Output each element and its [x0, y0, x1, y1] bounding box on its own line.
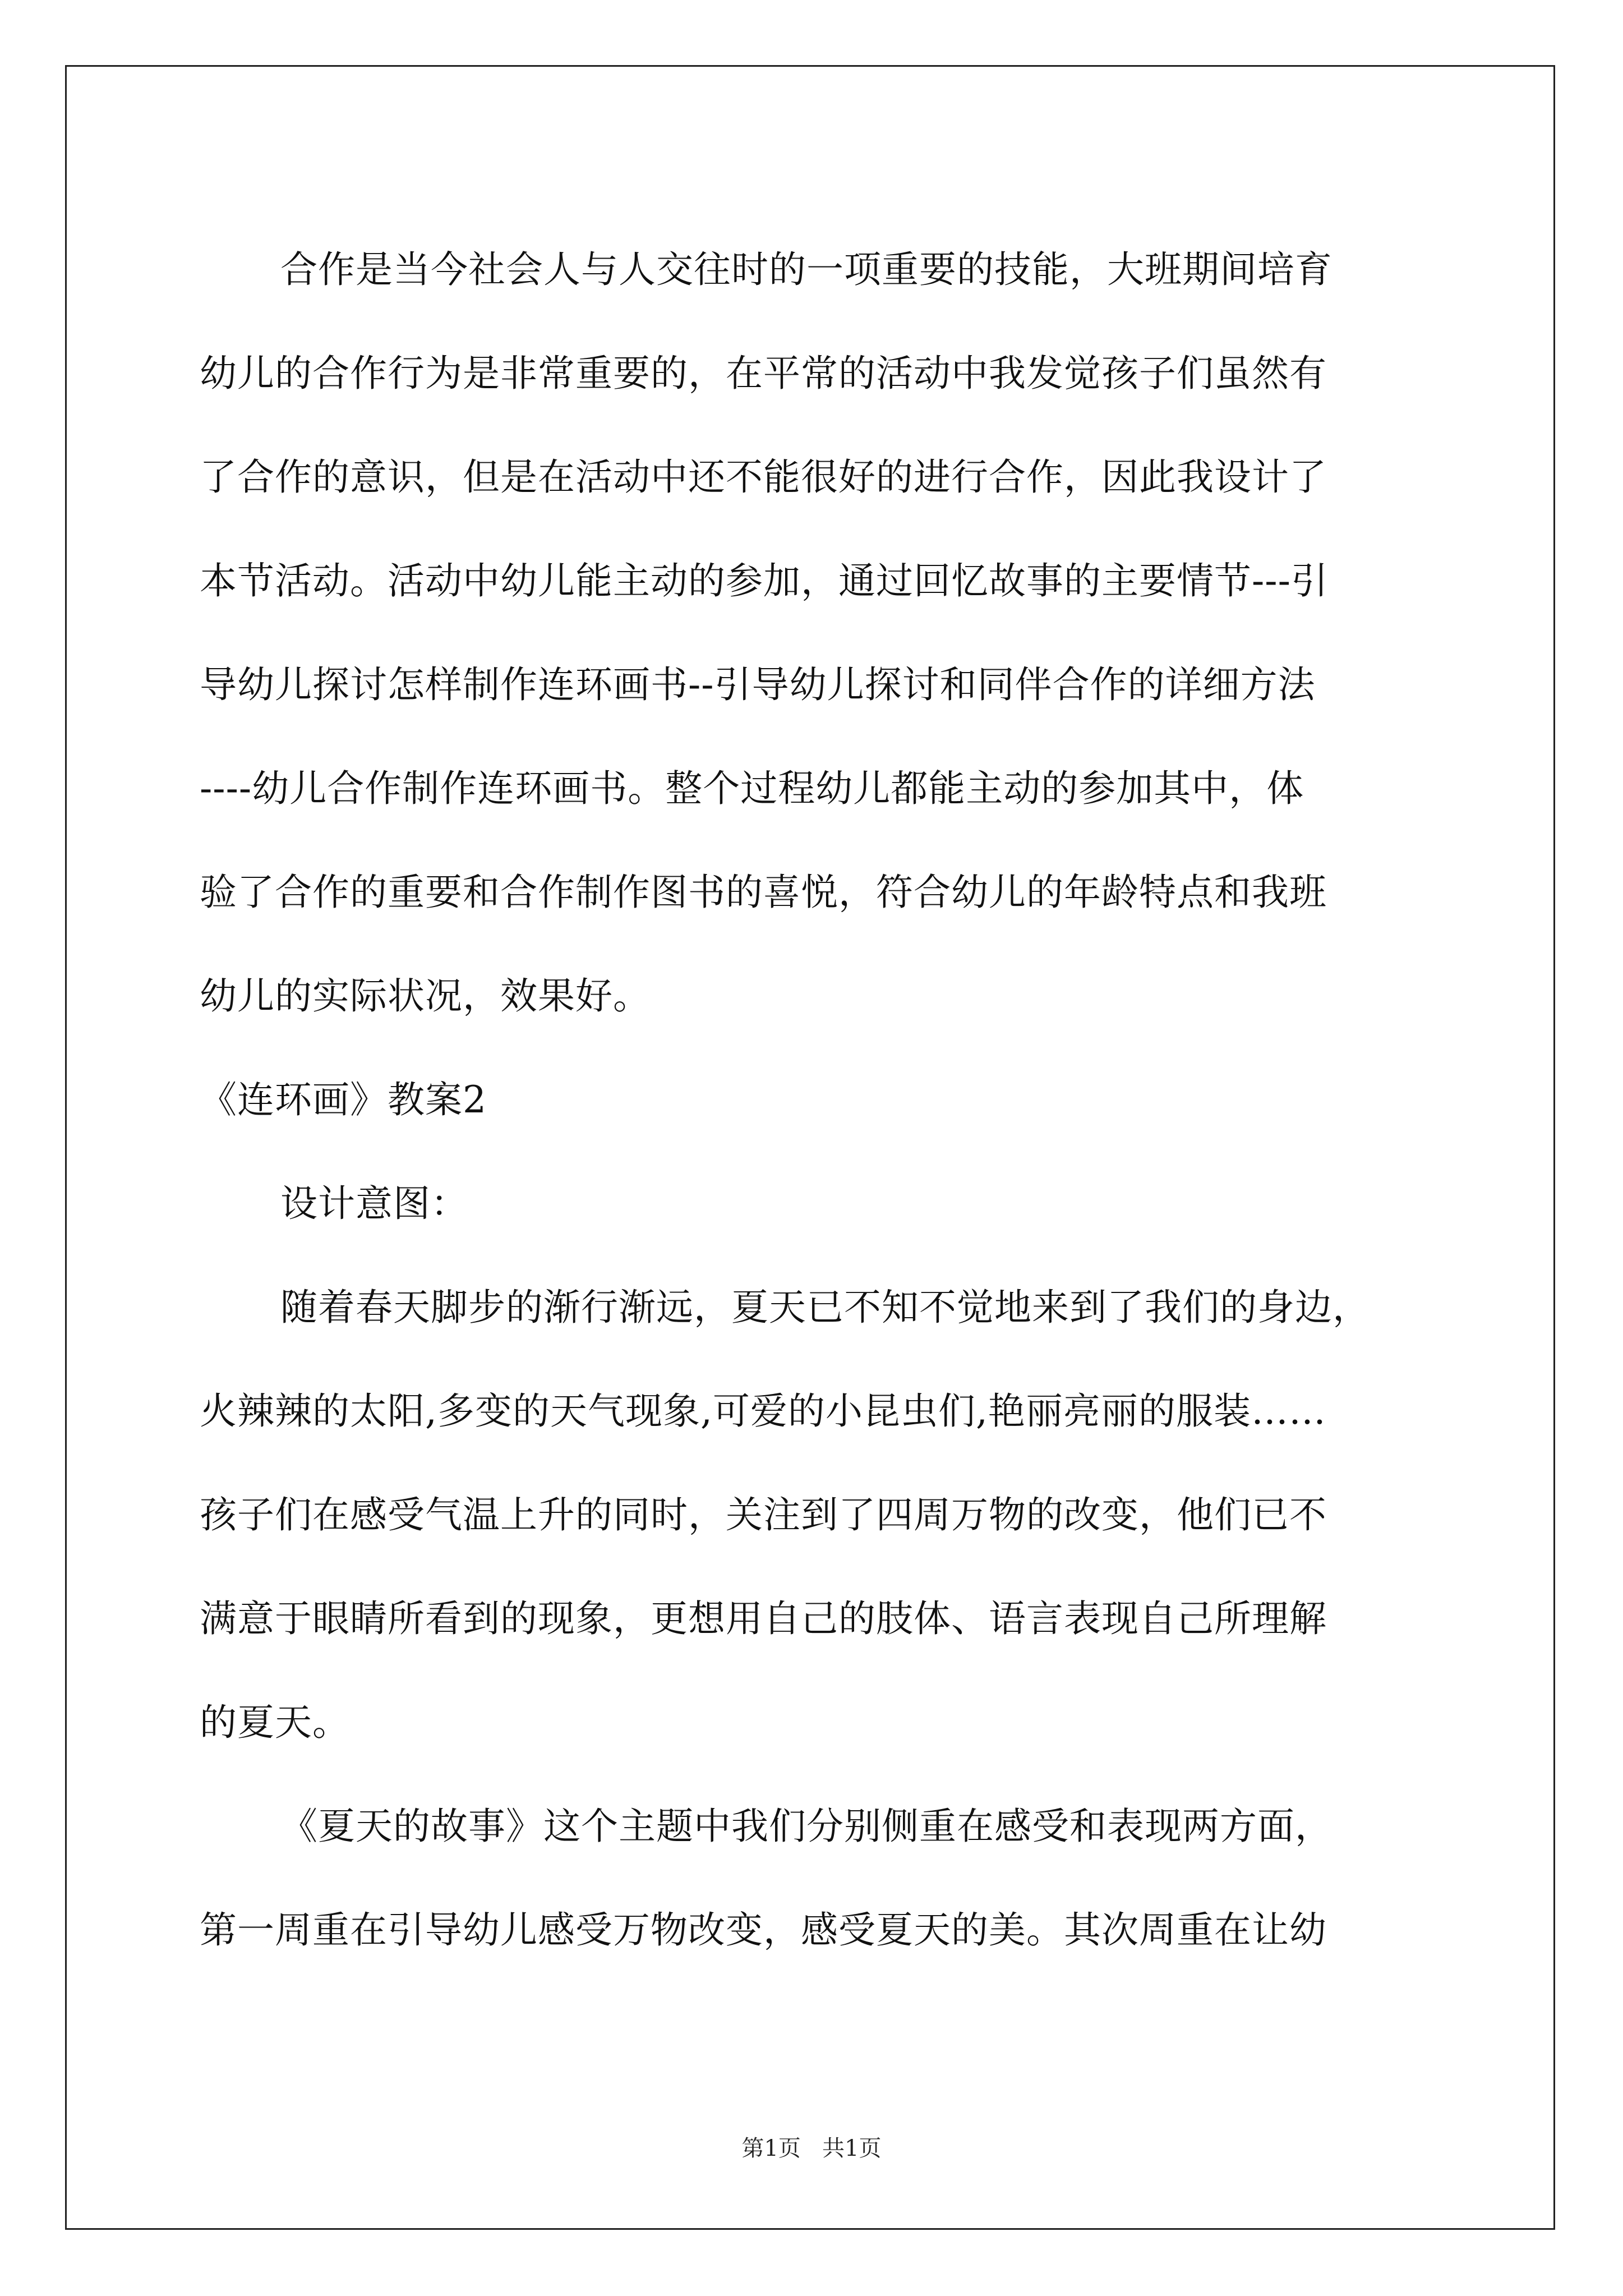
paragraph-line: 《夏天的故事》这个主题中我们分别侧重在感受和表现两方面，: [280, 1805, 1332, 1848]
subheading-design-intent: 设计意图：: [280, 1182, 468, 1225]
paragraph-line: 随着春天脚步的渐行渐远，夏天已不知不觉地来到了我们的身边，: [280, 1286, 1370, 1329]
paragraph-line: 幼儿的合作行为是非常重要的，在平常的活动中我发觉孩子们虽然有: [200, 352, 1327, 395]
paragraph-line: 火辣辣的太阳,多变的天气现象,可爱的小昆虫们,艳丽亮丽的服装……: [200, 1389, 1326, 1433]
paragraph-line: 满意于眼睛所看到的现象，更想用自己的肢体、语言表现自己所理解: [200, 1597, 1327, 1640]
paragraph-line: 导幼儿探讨怎样制作连环画书--引导幼儿探讨和同伴合作的详细方法: [200, 663, 1316, 706]
page-footer: 第1页 共1页: [741, 2136, 882, 2161]
paragraph-line: 幼儿的实际状况，效果好。: [200, 974, 651, 1018]
paragraph-line: 验了合作的重要和合作制作图书的喜悦，符合幼儿的年龄特点和我班: [200, 871, 1327, 914]
document-body: [200, 248, 1433, 2016]
paragraph-line: 合作是当今社会人与人交往时的一项重要的技能，大班期间培育: [280, 248, 1332, 291]
paragraph-line: 了合作的意识，但是在活动中还不能很好的进行合作，因此我设计了: [200, 455, 1327, 499]
paragraph-line: 的夏天。: [200, 1701, 350, 1744]
paragraph-line: 本节活动。活动中幼儿能主动的参加，通过回忆故事的主要情节---引: [200, 559, 1329, 602]
paragraph-line: ----幼儿合作制作连环画书。整个过程幼儿都能主动的参加其中，体: [200, 767, 1304, 810]
paragraph-line: 孩子们在感受气温上升的同时，关注到了四周万物的改变，他们已不: [200, 1493, 1327, 1536]
paragraph-line: 第一周重在引导幼儿感受万物改变，感受夏天的美。其次周重在让幼: [200, 1908, 1327, 1952]
section-heading: 《连环画》教案2: [200, 1078, 487, 1121]
